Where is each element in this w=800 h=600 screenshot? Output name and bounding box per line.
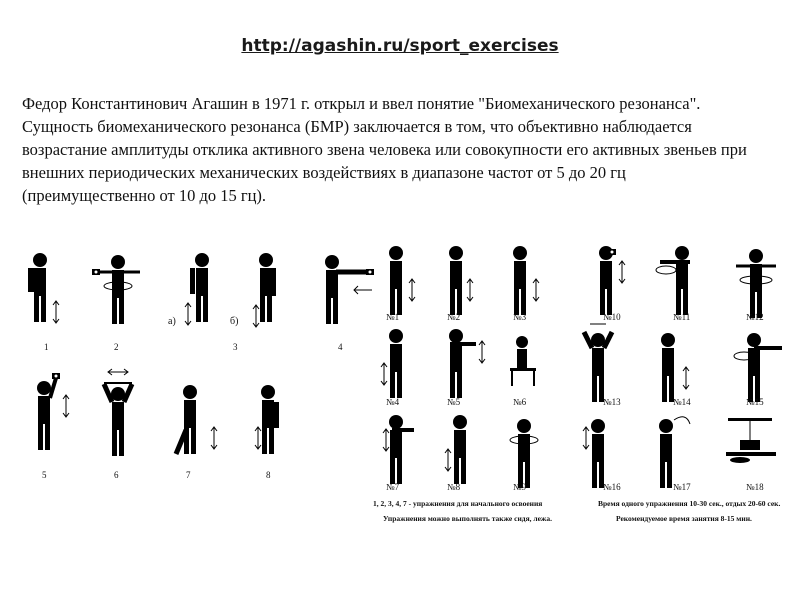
paragraph-line-1: Федор Константинович Агашин в 1971 г. открыл и ввел понятие "Биомеханического резонанса".	[22, 94, 701, 113]
figure-label-n18: №18	[746, 482, 764, 492]
exercise-figure-n8	[445, 415, 467, 484]
exercise-figure-n13	[584, 324, 612, 402]
figure-label-n17: №17	[673, 482, 691, 492]
exercise-figure-n3	[513, 246, 539, 315]
figure-label-n16: №16	[603, 482, 621, 492]
source-link[interactable]: http://agashin.ru/sport_exercises	[241, 36, 559, 56]
figure-label-n15: №15	[746, 397, 764, 407]
note-exercise-time: Время одного упражнения 10-30 сек., отдых 20-60 сек.	[598, 499, 781, 508]
figure-label-n10: №10	[603, 312, 621, 322]
exercise-figure-n10	[599, 246, 625, 315]
paragraph-line-2: Сущность биомеханического резонанса (БМР) заключается в том, что объективно наблюдается возрастание амплитуды отклика активного звена человека или совокупности его активных звеньев при внешних периодических механических воздействиях в диапазоне частот от 5 до 20 гц (преимущественно от 10 до 15 гц).	[22, 117, 747, 205]
figure-label-n8: №8	[447, 482, 461, 492]
exercise-figure-7	[176, 385, 217, 454]
exercise-figure-n12	[736, 249, 776, 318]
figure-label-n9: №9	[513, 482, 527, 492]
figure-label-n6: №6	[513, 397, 527, 407]
exercise-figure-n15	[734, 333, 782, 402]
figure-sublabel-b: б)	[230, 316, 239, 327]
exercise-figure-5	[37, 373, 69, 450]
exercise-figure-n1	[389, 246, 415, 315]
exercise-figure-n7	[383, 415, 414, 484]
exercise-figure-4	[325, 255, 374, 324]
figure-label-n5: №5	[447, 397, 461, 407]
exercise-figure-n14	[661, 333, 689, 402]
exercise-figure-n18	[726, 418, 776, 463]
figure-label-1: 1	[44, 342, 49, 352]
figure-label-n14: №14	[673, 397, 691, 407]
exercise-figure-1	[28, 253, 59, 323]
figure-label-8: 8	[266, 470, 271, 480]
note-sitting-lying: Упражнения можно выполнять также сидя, лежа.	[383, 514, 552, 523]
figure-label-6: 6	[114, 470, 119, 480]
figure-label-n1: №1	[386, 312, 400, 322]
exercise-figure-n16	[583, 419, 605, 488]
figure-label-2: 2	[114, 342, 119, 352]
exercise-figure-n5	[449, 329, 485, 398]
figure-label-n11: №11	[673, 312, 691, 322]
exercise-figure-6	[104, 369, 132, 456]
figure-label-7: 7	[186, 470, 191, 480]
exercise-figure-n4	[381, 329, 403, 398]
exercise-figure-n11	[656, 246, 690, 315]
figure-label-n7: №7	[386, 482, 400, 492]
figure-label-n12: №12	[746, 312, 764, 322]
exercise-figure-n6	[510, 336, 536, 386]
figure-label-4: 4	[338, 342, 343, 352]
figure-label-3: 3	[233, 342, 238, 352]
figure-label-n13: №13	[603, 397, 621, 407]
exercise-figure-8	[255, 385, 279, 454]
exercise-figure-n9	[510, 419, 538, 488]
note-session-time: Рекомендуемое время занятия 8-15 мин.	[616, 514, 752, 523]
exercise-figure-2	[92, 255, 140, 324]
figure-sublabel-a: а)	[168, 316, 176, 327]
note-beginner-exercises: 1, 2, 3, 4, 7 - упражнения для начального освоения	[373, 499, 543, 508]
figure-label-n2: №2	[447, 312, 461, 322]
exercise-figure-n17	[659, 417, 690, 488]
exercise-figure-n2	[449, 246, 473, 315]
figure-label-n3: №3	[513, 312, 527, 322]
figure-label-n4: №4	[386, 397, 400, 407]
figure-label-5: 5	[42, 470, 47, 480]
exercise-figure-3b	[253, 253, 276, 327]
exercise-figure-3a	[185, 253, 209, 325]
